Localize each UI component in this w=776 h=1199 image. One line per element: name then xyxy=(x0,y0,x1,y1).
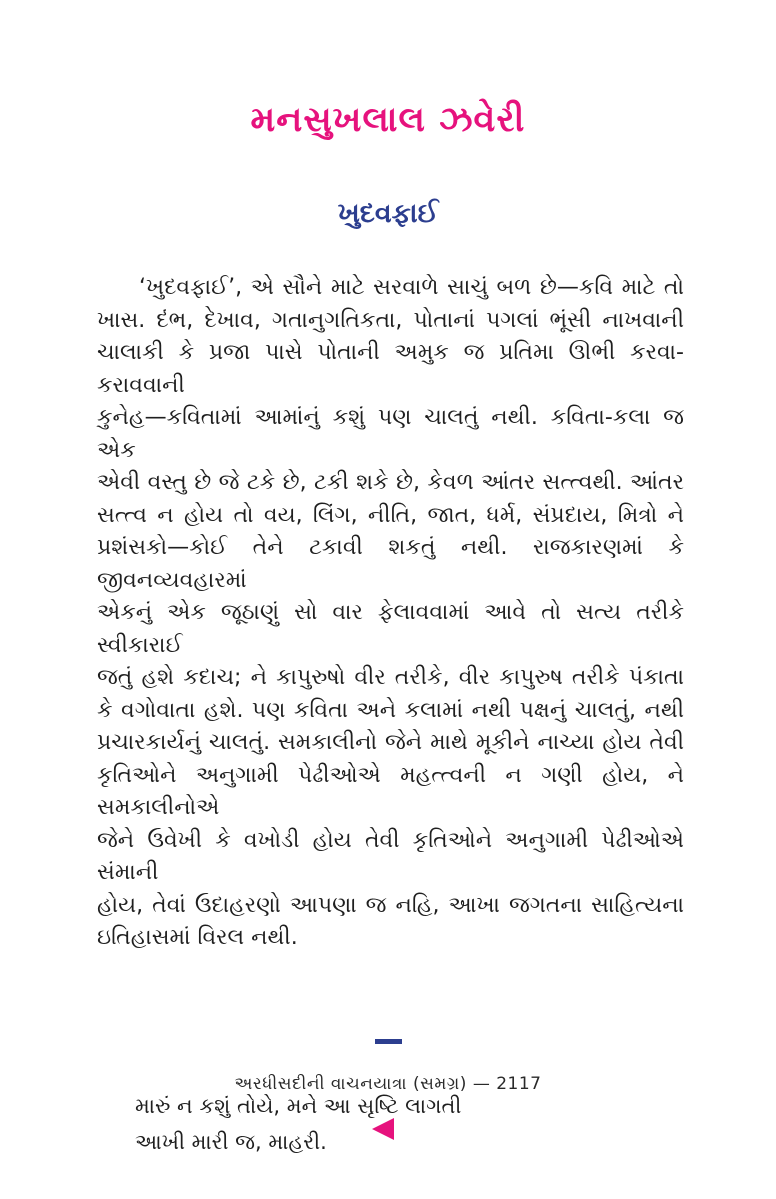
author-title: મનસુખલાલ ઝવેરી xyxy=(250,100,526,140)
body-line: ઇતિહાસમાં વિરલ નથી. xyxy=(97,925,298,950)
body-line: કુનેહ—કવિતામાં આમાંનું કશું પણ ચાલતું નથી. કવિતા-કલા જ એક xyxy=(97,405,684,463)
body-line: સત્ત્વ ન હોય તો વય, લિંગ, નીતિ, જાત, ધર્મ, સંપ્રદાય, મિત્રો ને xyxy=(97,502,684,528)
footer-caption: અરધીસદીની વાચનયાત્રા (સમગ્ર) — 2117 xyxy=(234,1074,542,1094)
body-line: ચાલાકી કે પ્રજા પાસે પોતાની અમુક જ પ્રતિમા ઊભી કરવા-કરાવવાની xyxy=(97,340,684,398)
body-line: પ્રશંસકો—કોઈ તેને ટકાવી શકતું નથી. રાજકારણમાં કે જીવનવ્યવહારમાં xyxy=(97,535,684,593)
body-line: એવી વસ્તુ છે જે ટકે છે, ટકી શકે છે, કેવળ આંતર સત્ત્વથી. આંતર xyxy=(97,470,684,495)
body-line: કે વગોવાતા હશે. પણ કવિતા અને કલામાં નથી પક્ષનું ચાલતું, નથી xyxy=(97,697,684,723)
body-line: હોય, તેવાં ઉદાહરણો આપણા જ નહિ, આખા જગતના સાહિત્યના xyxy=(97,892,684,918)
verse-line: આખી મારી જ, માહરી. xyxy=(135,1129,327,1154)
section-divider xyxy=(375,1039,402,1044)
article-title: ખુદવફાઈ xyxy=(337,198,439,229)
verse-block xyxy=(135,1088,776,1160)
body-line: જેને ઉવેખી કે વખોડી હોય તેવી કૃતિઓને અનુગામી પેઢીઓએ સંમાની xyxy=(97,827,684,885)
left-triangle-icon xyxy=(372,1118,394,1140)
article-body xyxy=(97,272,684,955)
body-line: પ્રચારકાર્યનું ચાલતું. સમકાલીનો જેને માથે મૂકીને નાચ્યા હોય તેવી xyxy=(97,730,684,755)
verse-line: મારું ન કશું તોયે, મને આ સૃષ્ટિ લાગતી xyxy=(135,1093,462,1118)
body-line: કૃતિઓને અનુગામી પેઢીઓએ મહત્ત્વની ન ગણી હોય, ને સમકાલીનોએ xyxy=(97,762,684,820)
body-line: એકનું એક જૂઠાણું સો વાર ફેલાવવામાં આવે તો સત્ય તરીકે સ્વીકારાઈ xyxy=(97,600,684,658)
body-line: જતું હશે કદાચ; ને કાપુરુષો વીર તરીકે, વીર કાપુરુષ તરીકે પંકાતા xyxy=(97,665,684,690)
body-line: ‘ખુદવફાઈ’, એ સૌને માટે સરવાળે સાચું બળ છે—કવિ માટે તો xyxy=(139,275,684,300)
body-line: ખાસ. દંભ, દેખાવ, ગતાનુગતિકતા, પોતાનાં પગલાં ભૂંસી નાખવાની xyxy=(97,307,684,333)
